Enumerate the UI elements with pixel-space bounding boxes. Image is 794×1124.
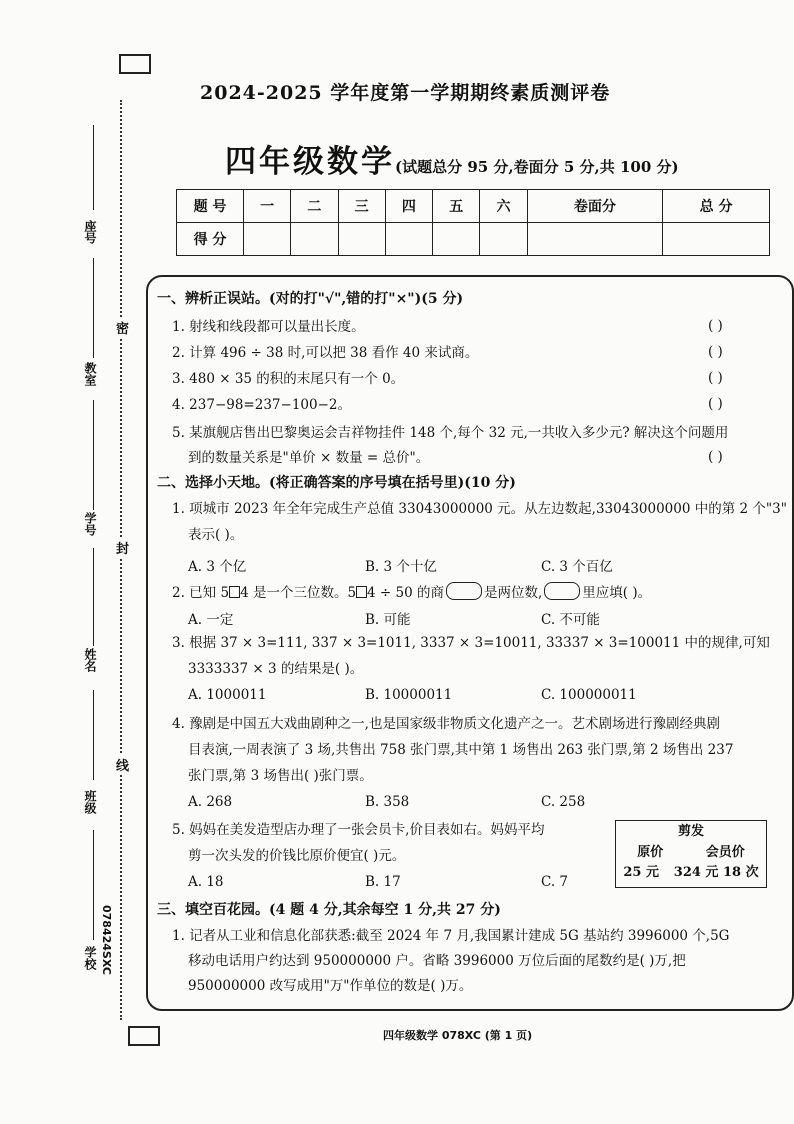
- section2-title: 二、选择小天地。(将正确答案的序号填在括号里)(10 分): [157, 475, 516, 491]
- seal-char-feng: 封: [116, 538, 129, 557]
- score-note: (试题总分 95 分,卷面分 5 分,共 100 分): [395, 158, 679, 176]
- school-underline: [93, 830, 94, 940]
- s1-q5-line1: 5. 某旗舰店售出巴黎奥运会吉祥物挂件 148 个,每个 32 元,一共收入多少元? 解决这个问题用: [172, 425, 729, 441]
- s2-q2-part: 4 是一个三位数。5: [240, 585, 357, 601]
- s2-q3-option-a: A. 1000011: [188, 687, 267, 703]
- class-underline: [93, 690, 94, 780]
- s2-q3-line2: 3333337 × 3 的结果是( )。: [188, 661, 364, 677]
- s1-q4: 4. 237−98=237−100−2。: [172, 397, 351, 413]
- score-header-cell: 一: [244, 190, 291, 223]
- room-underline: [93, 258, 94, 358]
- s1-q2-answer[interactable]: ( ): [708, 344, 723, 360]
- s2-q1-option-b: B. 3 个十亿: [365, 559, 437, 575]
- price-col2-value: 324 元 18 次: [673, 865, 759, 880]
- s2-q4-line3: 张门票,第 3 场售出( )张门票。: [188, 768, 373, 784]
- s1-q3: 3. 480 × 35 的积的末尾只有一个 0。: [172, 371, 405, 387]
- score-header-cell: 六: [480, 190, 527, 223]
- s2-q2-part: 是两位数,: [484, 585, 543, 601]
- section1-title: 一、辨析正误站。(对的打"√",错的打"×")(5 分): [157, 291, 464, 307]
- s2-q4-option-b: B. 358: [365, 794, 410, 810]
- s2-q4-option-c: C. 258: [541, 794, 586, 810]
- student-no-label: 学号: [83, 512, 97, 536]
- s1-q1-answer[interactable]: ( ): [708, 318, 723, 334]
- score-cell[interactable]: [291, 223, 338, 256]
- s2-q1-option-a: A. 3 个亿: [188, 559, 247, 575]
- price-table-value-row: [616, 863, 766, 883]
- s2-q4-line1: 4. 豫剧是中国五大戏曲剧种之一,也是国家级非物质文化遗产之一。艺术剧场进行豫剧经典剧: [172, 716, 720, 732]
- school-label: 学校: [83, 946, 97, 970]
- s3-q1-line1: 1. 记者从工业和信息化部获悉:截至 2024 年 7 月,我国累计建成 5G 基站约 3996000 个,5G: [172, 928, 730, 944]
- s2-q2-option-c: C. 不可能: [541, 612, 600, 628]
- score-row-label: 得 分: [177, 223, 244, 256]
- s1-q5-answer[interactable]: ( ): [708, 449, 723, 465]
- rounded-blank-box: [544, 582, 580, 600]
- price-col1-value: 25 元: [623, 865, 660, 880]
- score-cell[interactable]: [433, 223, 480, 256]
- score-cell[interactable]: [480, 223, 527, 256]
- s1-q5-line2: 到的数量关系是"单价 × 数量 = 总价"。: [188, 450, 430, 466]
- s2-q5-line1: 5. 妈妈在美发造型店办理了一张会员卡,价目表如右。妈妈平均: [172, 822, 545, 838]
- s2-q2-part: 4 ÷ 50 的商: [367, 585, 444, 601]
- score-header-cell: 三: [338, 190, 385, 223]
- blank-square: [229, 586, 240, 598]
- s2-q3-line1: 3. 根据 37 × 3=111, 337 × 3=1011, 3337 × 3=10011, 33337 × 3=100011 中的规律,可知: [172, 635, 770, 651]
- room-label: 教室: [83, 362, 97, 386]
- subject-title: [225, 136, 679, 181]
- name-label: 姓名: [83, 648, 97, 672]
- subject-name: 四年级数学: [225, 144, 395, 180]
- s2-q1-line1: 1. 项城市 2023 年全年完成生产总值 33043000000 元。从左边数起,33043000000 中的第 2 个"3": [172, 501, 787, 517]
- corner-marker-bottom: [128, 1026, 160, 1046]
- s2-q5-option-a: A. 18: [188, 874, 224, 890]
- section3-title: 三、填空百花园。(4 题 4 分,其余每空 1 分,共 27 分): [157, 902, 501, 918]
- s2-q2-part: 里应填( )。: [582, 585, 652, 601]
- s2-q2: [172, 582, 651, 602]
- s2-q3-option-b: B. 10000011: [365, 687, 453, 703]
- seat-underline: [93, 125, 94, 210]
- score-header-cell: 总 分: [663, 190, 770, 223]
- s2-q5-line2: 剪一次头发的价钱比原价便宜( )元。: [188, 848, 406, 864]
- price-col1-head: 原价: [637, 845, 664, 860]
- blank-square: [356, 586, 367, 598]
- s2-q1-line2: 表示( )。: [188, 527, 244, 543]
- s1-q4-answer[interactable]: ( ): [708, 396, 723, 412]
- score-header-cell: 题 号: [177, 190, 244, 223]
- score-header-cell: 四: [385, 190, 432, 223]
- s2-q3-option-c: C. 100000011: [541, 687, 637, 703]
- corner-marker-top: [119, 54, 151, 74]
- score-cell[interactable]: [244, 223, 291, 256]
- score-table-score-row: [177, 223, 770, 256]
- score-cell[interactable]: [663, 223, 770, 256]
- class-label: 班级: [83, 790, 97, 814]
- s2-q2-option-a: A. 一定: [188, 612, 234, 628]
- s3-q1-line2: 移动电话用户约达到 950000000 户。省略 3996000 万位后面的尾数约是( )万,把: [188, 953, 686, 969]
- score-cell[interactable]: [385, 223, 432, 256]
- s2-q2-option-b: B. 可能: [365, 612, 411, 628]
- s2-q1-option-c: C. 3 个百亿: [541, 559, 613, 575]
- price-table-head-row: [616, 843, 766, 863]
- score-table-header-row: [177, 190, 770, 223]
- score-header-cell: 五: [433, 190, 480, 223]
- fold-line: [120, 100, 122, 1020]
- price-table: [615, 820, 767, 888]
- page-footer: 四年级数学 078XC (第 1 页): [383, 1029, 533, 1042]
- name-underline: [93, 548, 94, 646]
- s1-q1: 1. 射线和线段都可以量出长度。: [172, 319, 365, 335]
- price-table-title: 剪发: [677, 824, 704, 839]
- rounded-blank-box: [446, 582, 482, 600]
- s2-q5-option-b: B. 17: [365, 874, 401, 890]
- s2-q2-part: 2. 已知 5: [172, 585, 230, 601]
- score-table: [176, 189, 770, 256]
- student-no-underline: [93, 400, 94, 510]
- seal-char-mi: 密: [116, 318, 129, 337]
- score-header-cell: 二: [291, 190, 338, 223]
- school-code: 078424SXC: [100, 905, 113, 976]
- score-cell[interactable]: [338, 223, 385, 256]
- s1-q3-answer[interactable]: ( ): [708, 370, 723, 386]
- s3-q1-line3: 950000000 改写成用"万"作单位的数是( )万。: [188, 978, 473, 994]
- s2-q4-option-a: A. 268: [188, 794, 233, 810]
- s2-q4-line2: 目表演,一周表演了 3 场,共售出 758 张门票,其中第 1 场售出 263 张门票,第 2 场售出 237: [188, 742, 734, 758]
- seal-char-xian: 线: [116, 755, 129, 774]
- score-cell[interactable]: [527, 223, 663, 256]
- s2-q5-option-c: C. 7: [541, 874, 569, 890]
- s1-q2: 2. 计算 496 ÷ 38 时,可以把 38 看作 40 来试商。: [172, 345, 479, 361]
- price-col2-head: 会员价: [705, 845, 745, 860]
- score-header-cell: 卷面分: [527, 190, 663, 223]
- exam-title: 2024-2025 学年度第一学期期终素质测评卷: [200, 82, 611, 104]
- seat-label: 座号: [83, 220, 97, 244]
